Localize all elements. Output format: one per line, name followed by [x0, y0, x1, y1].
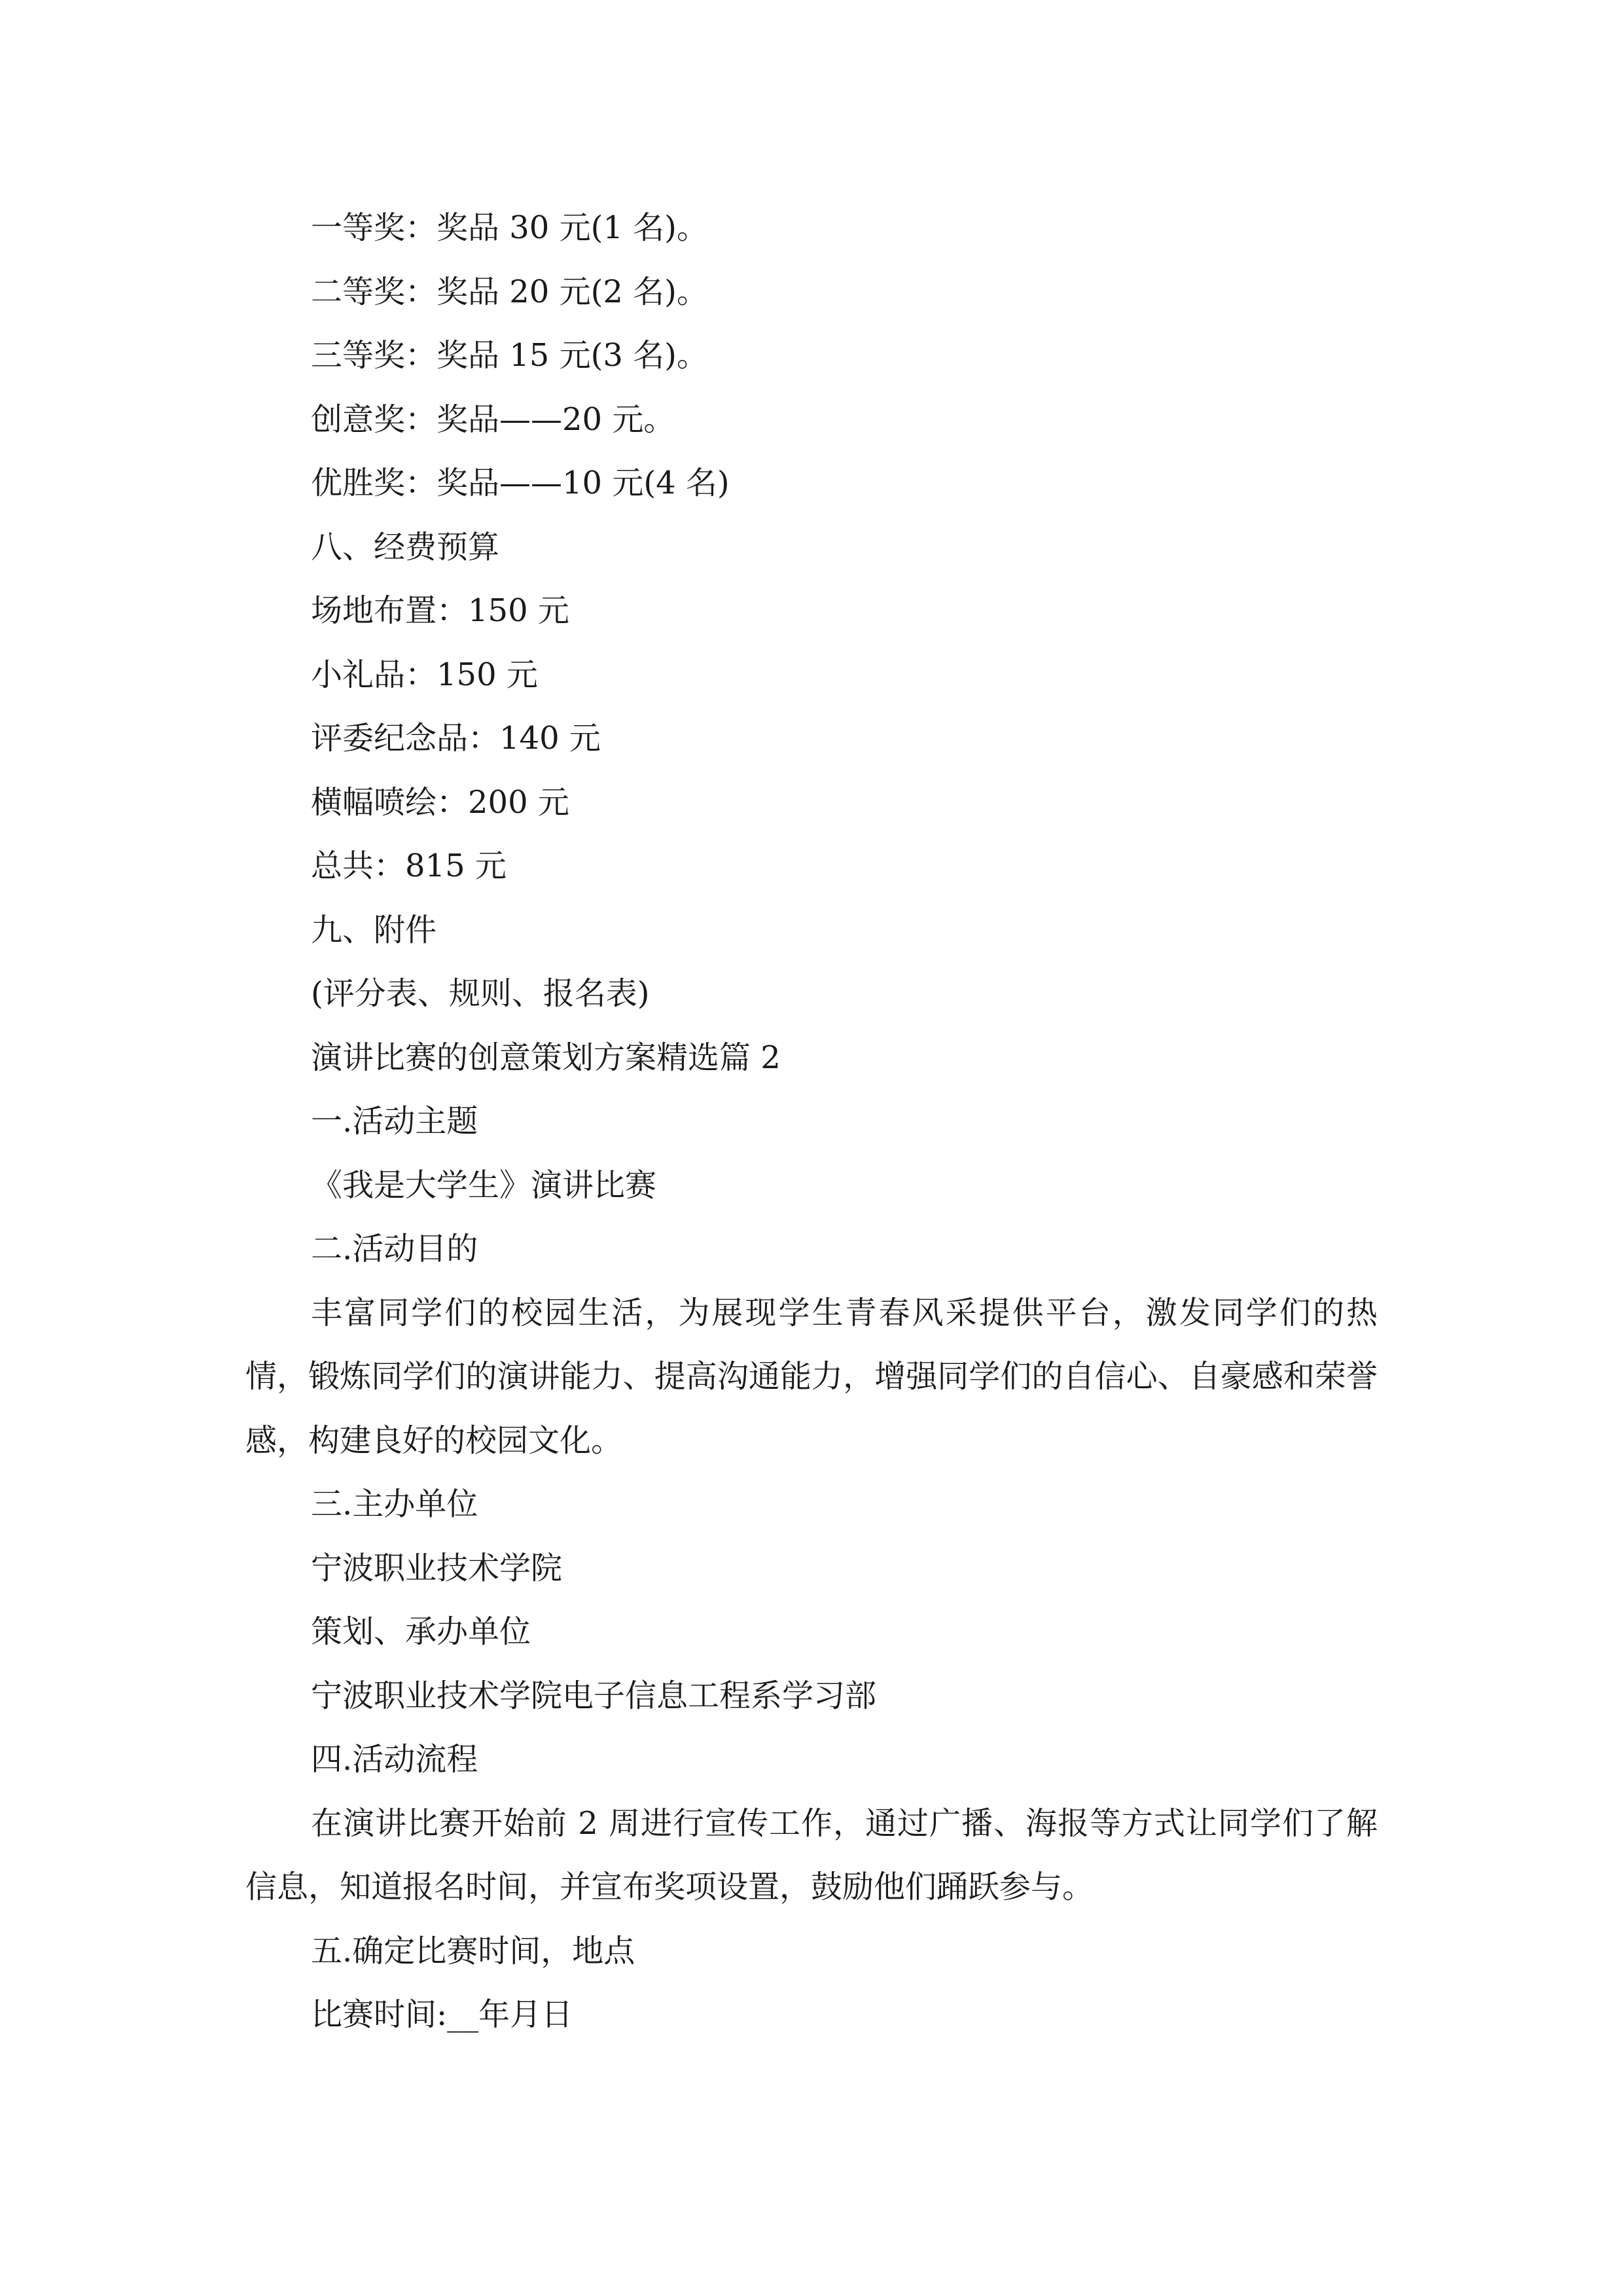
section-heading-theme: 一.活动主题: [311, 1103, 478, 1139]
budget-venue: 场地布置：150 元: [311, 592, 569, 629]
article-title: 演讲比赛的创意策划方案精选篇 2: [311, 1039, 781, 1076]
attachments-list: (评分表、规则、报名表): [311, 975, 650, 1012]
section-heading-purpose: 二.活动目的: [311, 1230, 478, 1267]
budget-banner: 横幅喷绘：200 元: [311, 783, 569, 821]
process-paragraph: 在演讲比赛开始前 2 周进行宣传工作，通过广播、海报等方式让同学们了解信息，知道报名时间，并宣布奖项设置，鼓励他们踊跃参与。: [245, 1804, 1378, 1905]
document-body: [245, 196, 1378, 2047]
budget-total: 总共：815 元: [311, 848, 507, 884]
section-heading-organizer: 三.主办单位: [311, 1486, 478, 1522]
award-creative-prize: 创意奖：奖品——20 元。: [311, 401, 675, 438]
planner-name: 宁波职业技术学院电子信息工程系学习部: [311, 1677, 877, 1714]
section-heading-budget: 八、经费预算: [311, 528, 500, 565]
budget-judge-souvenirs: 评委纪念品：140 元: [311, 720, 601, 757]
competition-time: 比赛时间:__年月日: [311, 1996, 573, 2033]
theme-text: 《我是大学生》演讲比赛: [311, 1166, 657, 1204]
section-heading-attachments: 九、附件: [311, 911, 437, 948]
budget-gifts: 小礼品：150 元: [311, 656, 538, 693]
section-heading-time-location: 五.确定比赛时间，地点: [311, 1932, 635, 1969]
planner-heading: 策划、承办单位: [311, 1613, 531, 1650]
section-heading-process: 四.活动流程: [311, 1741, 478, 1778]
organizer-name: 宁波职业技术学院: [311, 1549, 563, 1587]
award-first-prize: 一等奖：奖品 30 元(1 名)。: [311, 209, 708, 246]
award-second-prize: 二等奖：奖品 20 元(2 名)。: [311, 273, 708, 310]
award-third-prize: 三等奖：奖品 15 元(3 名)。: [311, 337, 708, 374]
purpose-paragraph: 丰富同学们的校园生活，为展现学生青春风采提供平台，激发同学们的热情，锻炼同学们的演讲能力、提高沟通能力，增强同学们的自信心、自豪感和荣誉感，构建良好的校园文化。: [245, 1294, 1378, 1459]
award-merit-prize: 优胜奖：奖品——10 元(4 名): [311, 465, 730, 501]
